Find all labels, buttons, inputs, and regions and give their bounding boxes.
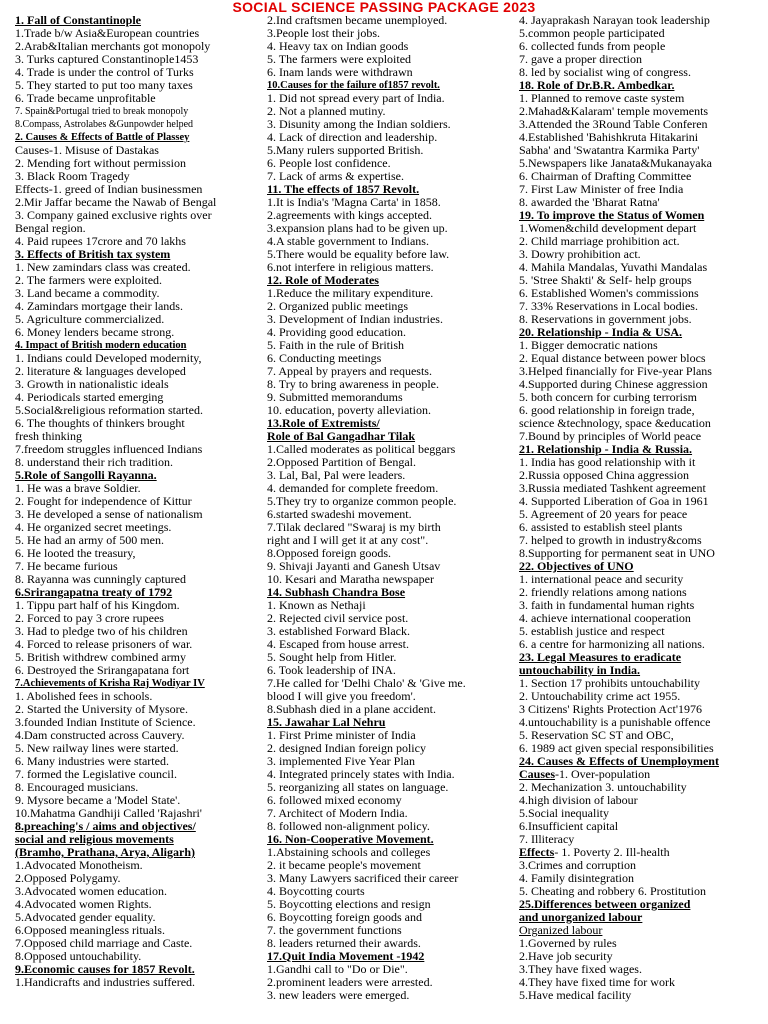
text-line: 4. Lack of direction and leadership. xyxy=(267,130,438,144)
text-line: 4. He organized secret meetings. xyxy=(15,520,172,534)
text-line: 1.Governed by rules xyxy=(519,936,617,950)
text-line: 4. Providing good education. xyxy=(267,325,406,339)
text-line: 1.Called moderates as political beggars xyxy=(267,442,456,456)
text-line: 2. friendly relations among nations xyxy=(519,585,687,599)
text-line: 1. Did not spread every part of India. xyxy=(267,91,445,105)
text-line: 2. Untouchability crime act 1955. xyxy=(519,689,681,703)
text-line: 6. Boycotting foreign goods and xyxy=(267,910,422,924)
text-line: 2.Have job security xyxy=(519,949,613,963)
text-line: 3. Dowry prohibition act. xyxy=(519,247,641,261)
text-line: 8. leaders returned their awards. xyxy=(267,936,421,950)
text-line: 8.Compass, Astrolabes &Gunpowder helped xyxy=(15,119,194,130)
text-line: 1.Handicrafts and industries suffered. xyxy=(15,975,196,989)
text-line: 8.Subhash died in a plane accident. xyxy=(267,702,436,716)
text-line: 3. Development of Indian industries. xyxy=(267,312,443,326)
text-line: 5.There would be equality before law. xyxy=(267,247,450,261)
text-line: 10. education, poverty alleviation. xyxy=(267,403,431,417)
text-line: 3. Disunity among the Indian soldiers. xyxy=(267,117,451,131)
text-line: 2.Russia opposed China aggression xyxy=(519,468,689,482)
text-line: 2. literature & languages developed xyxy=(15,364,186,378)
sub-heading: Organized labour xyxy=(519,923,603,937)
section-heading: 5.Role of Sangolli Rayanna. xyxy=(15,468,157,482)
text-line: 4.They have fixed time for work xyxy=(519,975,675,989)
text-line: 8. Reservations in government jobs. xyxy=(519,312,692,326)
text-line: 6. Established Women's commissions xyxy=(519,286,699,300)
text-line: 6. 1989 act given special responsibilities xyxy=(519,741,714,755)
text-line: 4.Established 'Bahishkruta Hitakarini xyxy=(519,130,699,144)
text-line: 3. Land became a commodity. xyxy=(15,286,160,300)
text-line: fresh thinking xyxy=(15,429,82,443)
text-line: 6. collected funds from people xyxy=(519,39,666,53)
section-heading: 1. Fall of Constantinople xyxy=(15,14,142,27)
text-line: 7. First Law Minister of free India xyxy=(519,182,684,196)
section-heading: 11. The effects of 1857 Revolt. xyxy=(267,182,420,196)
text-line: 9. Shivaji Jayanti and Ganesh Utsav xyxy=(267,559,441,573)
text-line: 3.Helped financially for Five-year Plans xyxy=(519,364,712,378)
section-heading: Role of Bal Gangadhar Tilak xyxy=(267,429,416,443)
section-heading: 12. Role of Moderates xyxy=(267,273,379,287)
text-line: 2.Mir Jaffar became the Nawab of Bengal xyxy=(15,195,217,209)
section-heading: 17.Quit India Movement -1942 xyxy=(267,949,425,963)
section-heading: 22. Objectives of UNO xyxy=(519,559,634,573)
text-line: 5.Many rulers supported British. xyxy=(267,143,424,157)
text-line: 3. established Forward Black. xyxy=(267,624,410,638)
text-line: 1. Known as Nethaji xyxy=(267,598,366,612)
text-line: 3.They have fixed wages. xyxy=(519,962,642,976)
text-line: 2. Fought for independence of Kittur xyxy=(15,494,192,508)
text-line: blood I will give you freedom'. xyxy=(267,689,416,703)
text-line: 2.prominent leaders were arrested. xyxy=(267,975,433,989)
text-line: Sabha' and 'Swatantra Karmika Party' xyxy=(519,143,700,157)
text-line: 3.Russia mediated Tashkent agreement xyxy=(519,481,706,495)
text-line: 10. Kesari and Maratha newspaper xyxy=(267,572,434,586)
text-line: 6. Chairman of Drafting Committee xyxy=(519,169,692,183)
text-line: 6. Took leadership of INA. xyxy=(267,663,396,677)
text-line: 4.Advocated women Rights. xyxy=(15,897,152,911)
text-line: 1. Abolished fees in schools. xyxy=(15,689,153,703)
text-line: 2. Organized public meetings xyxy=(267,299,409,313)
text-line: 3.People lost their jobs. xyxy=(267,26,380,40)
text-line: 4.high division of labour xyxy=(519,793,638,807)
text-line: 4. Escaped from house arrest. xyxy=(267,637,409,651)
text-line: 5.Social inequality xyxy=(519,806,609,820)
text-line: 5. Boycotting elections and resign xyxy=(267,897,431,911)
text-line: 3.founded Indian Institute of Science. xyxy=(15,715,196,729)
text-line: 4.untouchability is a punishable offence xyxy=(519,715,711,729)
text-line: 6. followed mixed economy xyxy=(267,793,402,807)
text-line: 1. Bigger democratic nations xyxy=(519,338,658,352)
text-line: Effects-1. greed of Indian businessmen xyxy=(15,182,203,196)
text-line: 1. Indians could Developed modernity, xyxy=(15,351,202,365)
text-line: 7.He called for 'Delhi Chalo' & 'Give me. xyxy=(267,676,466,690)
text-line: 2. Not a planned mutiny. xyxy=(267,104,386,118)
label-prefix: Causes xyxy=(519,767,556,781)
column-right xyxy=(519,14,768,1024)
text-line: 2.Arab&Italian merchants got monopoly xyxy=(15,39,211,53)
text-line: 5. reorganizing all states on language. xyxy=(267,780,449,794)
text-line: 4. demanded for complete freedom. xyxy=(267,481,439,495)
text-line: 3. new leaders were emerged. xyxy=(267,988,410,1002)
section-heading: 9.Economic causes for 1857 Revolt. xyxy=(15,962,195,976)
section-heading: 6.Srirangapatna treaty of 1792 xyxy=(15,585,173,599)
text-line: 5. 'Stree Shakti' & Self- help groups xyxy=(519,273,692,287)
text-line: 1.Advocated Monotheism. xyxy=(15,858,143,872)
text-line: 8. led by socialist wing of congress. xyxy=(519,65,691,79)
text-line: 8.Opposed untouchability. xyxy=(15,949,142,963)
text-line: 4.A stable government to Indians. xyxy=(267,234,429,248)
text-line: 8. followed non-alignment policy. xyxy=(267,819,430,833)
section-heading: 19. To improve the Status of Women xyxy=(519,208,705,222)
text-line: 6. assisted to establish steel plants xyxy=(519,520,683,534)
section-heading: 18. Role of Dr.B.R. Ambedkar. xyxy=(519,78,675,92)
section-heading: 7.Achievements of Krisha Raj Wodiyar IV xyxy=(15,678,205,689)
text-line: 2. The farmers were exploited. xyxy=(15,273,163,287)
text-line: 4.Supported during Chinese aggression xyxy=(519,377,708,391)
section-heading: 3. Effects of British tax system xyxy=(15,247,171,261)
section-heading: 10.Causes for the failure of1857 revolt. xyxy=(267,80,440,91)
text-line: science &technology, space &education xyxy=(519,416,711,430)
page-title: SOCIAL SCIENCE PASSING PACKAGE 2023 xyxy=(232,0,536,15)
label-rest: -1. Over-population xyxy=(555,767,651,781)
text-line: 1. India has good relationship with it xyxy=(519,455,696,469)
text-line: 3. Turks captured Constantinople1453 xyxy=(15,52,199,66)
label-prefix: Effects xyxy=(519,845,555,859)
section-heading: and unorganized labour xyxy=(519,910,643,924)
text-line: 1.Abstaining schools and colleges xyxy=(267,845,431,859)
text-line: 9. Mysore became a 'Model State'. xyxy=(15,793,181,807)
text-line: 10.Mahatma Gandhiji Called 'Rajashri' xyxy=(15,806,202,820)
text-line: right and I will get it at any cost". xyxy=(267,533,429,547)
text-line: 8.Opposed foreign goods. xyxy=(267,546,391,560)
text-line: 2.agreements with kings accepted. xyxy=(267,208,432,222)
text-line: 4. Paid rupees 17crore and 70 lakhs xyxy=(15,234,186,248)
text-line: 3.Attended the 3Round Table Conferen xyxy=(519,117,708,131)
text-line: 7.Tilak declared "Swaraj is my birth xyxy=(267,520,441,534)
text-line: 5. Cheating and robbery 6. Prostitution xyxy=(519,884,706,898)
text-line: 2.Opposed Polygamy. xyxy=(15,871,121,885)
text-line: 4. Mahila Mandalas, Yuvathi Mandalas xyxy=(519,260,708,274)
text-line: 2. Rejected civil service post. xyxy=(267,611,409,625)
section-heading: 13.Role of Extremists/ xyxy=(267,416,380,430)
text-line: 8.Supporting for permanent seat in UNO xyxy=(519,546,715,560)
text-line: 2. Mechanization 3. untouchability xyxy=(519,780,687,794)
text-line: 7. 33% Reservations in Local bodies. xyxy=(519,299,698,313)
section-heading: 2. Causes & Effects of Battle of Plassey xyxy=(15,132,190,143)
text-line: 3. He developed a sense of nationalism xyxy=(15,507,203,521)
text-line: 3.expansion plans had to be given up. xyxy=(267,221,448,235)
text-line: 7. gave a proper direction xyxy=(519,52,642,66)
text-line: 8. awarded the 'Bharat Ratna' xyxy=(519,195,660,209)
text-line: 4. achieve international cooperation xyxy=(519,611,691,625)
text-line: 1.It is India's 'Magna Carta' in 1858. xyxy=(267,195,441,209)
text-line: 1.Gandhi call to "Do or Die". xyxy=(267,962,408,976)
column-middle xyxy=(267,14,495,1024)
text-line: 6. Destroyed the Srirangapatana fort xyxy=(15,663,190,677)
text-line: 1. First Prime minister of India xyxy=(267,728,416,742)
text-line: 2.Opposed Partition of Bengal. xyxy=(267,455,416,469)
text-line: 3.Advocated women education. xyxy=(15,884,167,898)
text-line: 4. Boycotting courts xyxy=(267,884,365,898)
text-line: 9. Submitted memorandums xyxy=(267,390,403,404)
text-line: 1. He was a brave Soldier. xyxy=(15,481,141,495)
text-line: 5.They try to organize common people. xyxy=(267,494,457,508)
text-line: 6. He looted the treasury, xyxy=(15,546,136,560)
text-line: 8. understand their rich tradition. xyxy=(15,455,173,469)
text-line: 6.Insufficient capital xyxy=(519,819,619,833)
text-line: 5.Have medical facility xyxy=(519,988,632,1002)
label-rest: - 1. Poverty 2. Ill-health xyxy=(554,845,670,859)
text-line: 7. formed the Legislative council. xyxy=(15,767,177,781)
section-heading: 15. Jawahar Lal Nehru xyxy=(267,715,386,729)
section-heading: 21. Relationship - India & Russia. xyxy=(519,442,693,456)
text-line: 1. international peace and security xyxy=(519,572,684,586)
section-heading: 24. Causes & Effects of Unemployment xyxy=(519,754,719,768)
text-line: Bengal region. xyxy=(15,221,86,235)
text-line: 1. Section 17 prohibits untouchability xyxy=(519,676,700,690)
text-line: 6. good relationship in foreign trade, xyxy=(519,403,695,417)
text-line: 5. They started to put too many taxes xyxy=(15,78,193,92)
text-line: 6. People lost confidence. xyxy=(267,156,391,170)
text-line: 4. Family disintegration xyxy=(519,871,634,885)
text-line: 7. He became furious xyxy=(15,559,118,573)
text-line: 3. Black Room Tragedy xyxy=(15,169,130,183)
section-heading: 14. Subhash Chandra Bose xyxy=(267,585,406,599)
text-line: 4. Integrated princely states with India. xyxy=(267,767,455,781)
section-heading: 8.preaching's / aims and objectives/ xyxy=(15,819,196,833)
text-line: 5. both concern for curbing terrorism xyxy=(519,390,697,404)
text-line: 1.Trade b/w Asia&European countries xyxy=(15,26,200,40)
text-line: 3. Lal, Bal, Pal were leaders. xyxy=(267,468,406,482)
text-line: 1. New zamindars class was created. xyxy=(15,260,191,274)
text-line: 3.Crimes and corruption xyxy=(519,858,636,872)
text-line: 3. Many Lawyers sacrificed their career xyxy=(267,871,459,885)
text-line: 6.started swadeshi movement. xyxy=(267,507,412,521)
text-line: 5.Advocated gender equality. xyxy=(15,910,156,924)
text-line: 7.Opposed child marriage and Caste. xyxy=(15,936,193,950)
text-line: 4. Jayaprakash Narayan took leadership xyxy=(519,14,710,27)
column-left xyxy=(15,14,262,1024)
text-line: 2. Child marriage prohibition act. xyxy=(519,234,680,248)
text-line: 2. designed Indian foreign policy xyxy=(267,741,426,755)
text-line: 2. it became people's movement xyxy=(267,858,421,872)
section-heading: 23. Legal Measures to eradicate xyxy=(519,650,682,664)
text-line: 2.Ind craftsmen became unemployed. xyxy=(267,14,448,27)
text-line: 5. He had an army of 500 men. xyxy=(15,533,164,547)
text-line: 5. establish justice and respect xyxy=(519,624,665,638)
text-line: 7. the government functions xyxy=(267,923,402,937)
text-line: 8. Try to bring awareness in people. xyxy=(267,377,439,391)
text-line: 1.Women&child development depart xyxy=(519,221,697,235)
text-line: 6.not interfere in religious matters. xyxy=(267,260,434,274)
text-line: 5. Sought help from Hitler. xyxy=(267,650,397,664)
text-line: 2.Mahad&Kalaram' temple movements xyxy=(519,104,709,118)
text-line: 4. Forced to release prisoners of war. xyxy=(15,637,193,651)
text-line: 5. Faith in the rule of British xyxy=(267,338,404,352)
section-heading: (Bramho, Prathana, Arya, Aligarh) xyxy=(15,845,195,859)
text-line: 5.Newspapers like Janata&Mukanayaka xyxy=(519,156,712,170)
text-line: 2. Started the University of Mysore. xyxy=(15,702,188,716)
text-line: 3. implemented Five Year Plan xyxy=(267,754,415,768)
text-line: 6. Conducting meetings xyxy=(267,351,382,365)
section-heading: untouchability in India. xyxy=(519,663,641,677)
text-line: 4. Periodicals started emerging xyxy=(15,390,164,404)
text-line: 7.Bound by principles of World peace xyxy=(519,429,702,443)
text-line: 7.freedom struggles influenced Indians xyxy=(15,442,203,456)
text-line: 5.Social&religious reformation started. xyxy=(15,403,203,417)
text-line: 7. Appeal by prayers and requests. xyxy=(267,364,432,378)
text-line: 6. Money lenders became strong. xyxy=(15,325,175,339)
text-line: 6.Opposed meaningless rituals. xyxy=(15,923,165,937)
text-line: 5.common people participated xyxy=(519,26,665,40)
text-line: 2. Forced to pay 3 crore rupees xyxy=(15,611,164,625)
text-line: 4. Zamindars mortgage their lands. xyxy=(15,299,183,313)
text-line: 5. British withdrew combined army xyxy=(15,650,186,664)
text-line: 5. Agriculture commercialized. xyxy=(15,312,165,326)
text-line: 3. faith in fundamental human rights xyxy=(519,598,695,612)
section-heading: 20. Relationship - India & USA. xyxy=(519,325,683,339)
text-line: 4.Dam constructed across Cauvery. xyxy=(15,728,185,742)
text-line: 6. Trade became unprofitable xyxy=(15,91,156,105)
section-heading: 16. Non-Cooperative Movement. xyxy=(267,832,434,846)
text-line: 4. Supported Liberation of Goa in 1961 xyxy=(519,494,709,508)
section-heading: 25.Differences between organized xyxy=(519,897,691,911)
text-line: 7. Architect of Modern India. xyxy=(267,806,408,820)
text-line: 6. The thoughts of thinkers brought xyxy=(15,416,185,430)
text-line: 5. New railway lines were started. xyxy=(15,741,179,755)
text-line: 1. Planned to remove caste system xyxy=(519,91,685,105)
text-line: 5. The farmers were exploited xyxy=(267,52,412,66)
text-line: 3. Had to pledge two of his children xyxy=(15,624,188,638)
text-line: 1. Tippu part half of his Kingdom. xyxy=(15,598,180,612)
text-line: 8. Rayanna was cunningly captured xyxy=(15,572,186,586)
text-line: 3 Citizens' Rights Protection Act'1976 xyxy=(519,702,702,716)
text-line: 6. Many industries were started. xyxy=(15,754,169,768)
section-heading: 4. Impact of British modern education xyxy=(15,340,187,351)
section-heading: social and religious movements xyxy=(15,832,174,846)
text-line: 4. Trade is under the control of Turks xyxy=(15,65,194,79)
text-line: 4. Heavy tax on Indian goods xyxy=(267,39,409,53)
text-line: 6. Inam lands were withdrawn xyxy=(267,65,413,79)
text-line: 7. Illiteracy xyxy=(519,832,575,846)
text-line: 2. Equal distance between power blocs xyxy=(519,351,706,365)
text-line: 3. Company gained exclusive rights over xyxy=(15,208,212,222)
text-line: Causes-1. Misuse of Dastakas xyxy=(15,143,159,157)
text-line: 6. a centre for harmonizing all nations. xyxy=(519,637,705,651)
text-line: 7. Spain&Portugal tried to break monopoly xyxy=(15,106,189,117)
text-line: 5. Agreement of 20 years for peace xyxy=(519,507,688,521)
text-line: 1.Reduce the military expenditure. xyxy=(267,286,434,300)
text-line: 5. Reservation SC ST and OBC, xyxy=(519,728,674,742)
text-line: 7. Lack of arms & expertise. xyxy=(267,169,404,183)
text-line: 8. Encouraged musicians. xyxy=(15,780,139,794)
text-line: 2. Mending fort without permission xyxy=(15,156,186,170)
text-line: 7. helped to growth in industry&coms xyxy=(519,533,702,547)
text-line: 3. Growth in nationalistic ideals xyxy=(15,377,169,391)
